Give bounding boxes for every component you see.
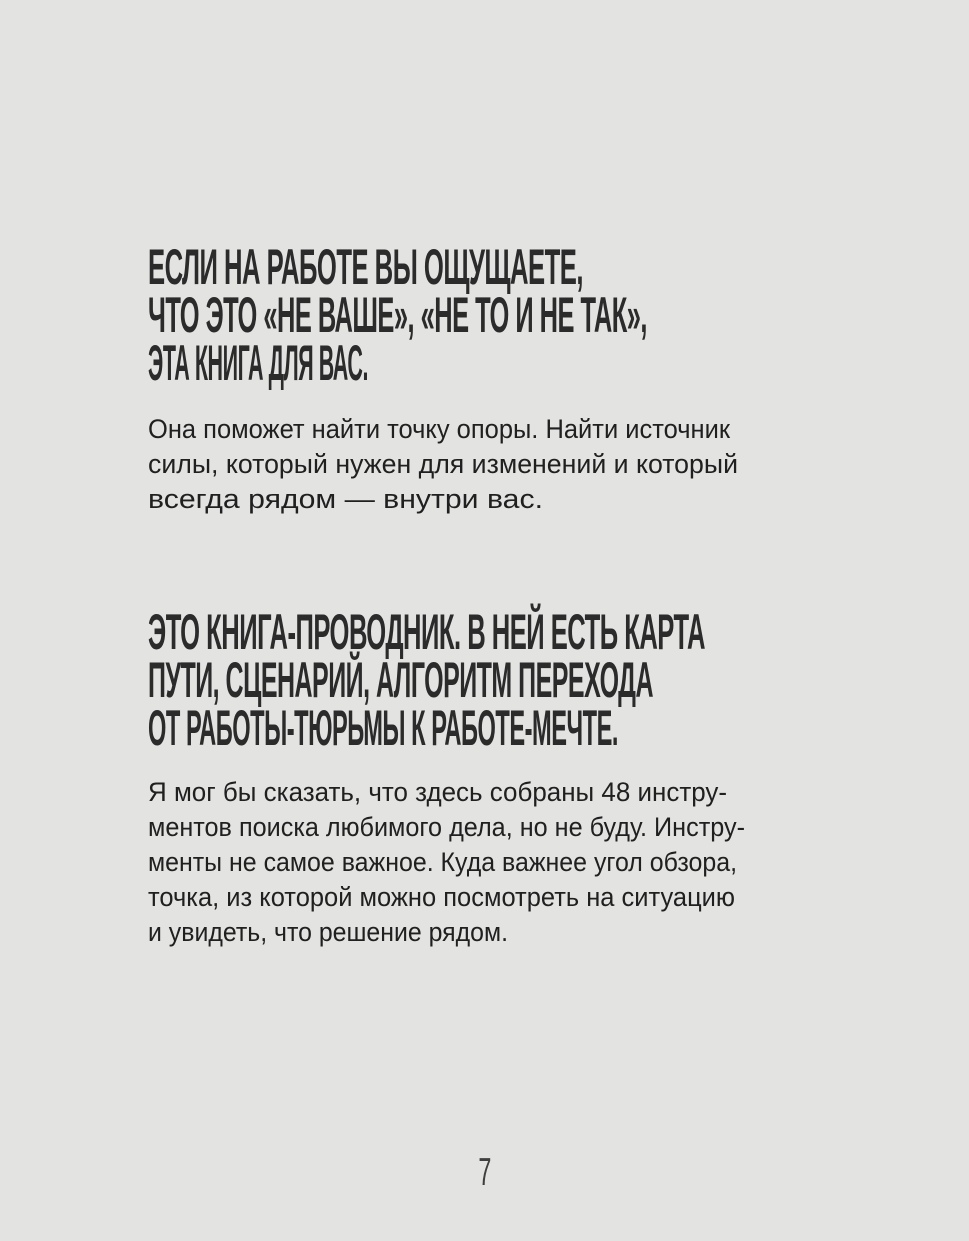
heading-line: ЭТА КНИГА ДЛЯ ВАС. xyxy=(148,335,368,391)
heading-line: ПУТИ, СЦЕНАРИЙ, АЛГОРИТМ ПЕРЕХОДА xyxy=(148,652,653,708)
page-number: 7 xyxy=(477,1151,491,1194)
section-1-body-paragraph xyxy=(148,412,765,517)
body-line: ментов поиска любимого дела, но не буду. Инстру- xyxy=(148,812,745,842)
heading-line: ОТ РАБОТЫ-ТЮРЬМЫ К РАБОТЕ-МЕЧТЕ. xyxy=(148,700,618,756)
heading-line: ЕСЛИ НА РАБОТЕ ВЫ ОЩУЩАЕТЕ, xyxy=(148,239,583,295)
section-2-body-paragraph xyxy=(148,775,787,950)
heading-line: ЧТО ЭТО «НЕ ВАШЕ», «НЕ ТО И НЕ ТАК», xyxy=(148,287,647,343)
heading-line: ЭТО КНИГА-ПРОВОДНИК. В НЕЙ ЕСТЬ КАРТА xyxy=(148,604,705,660)
body-line: Она поможет найти точку опоры. Найти источник xyxy=(148,414,730,444)
body-line: Я мог бы сказать, что здесь собраны 48 инстру- xyxy=(148,777,727,807)
page-footer xyxy=(0,1153,969,1193)
body-line: менты не самое важное. Куда важнее угол обзора, xyxy=(148,847,737,877)
body-line: и увидеть, что решение рядом. xyxy=(148,917,508,947)
body-line: точка, из которой можно посмотреть на ситуацию xyxy=(148,882,735,912)
section-2-heading xyxy=(148,604,969,756)
section-1-heading xyxy=(148,239,969,391)
body-line: силы, который нужен для изменений и который xyxy=(148,449,738,479)
body-line: всегда рядом — внутри вас. xyxy=(148,484,543,514)
